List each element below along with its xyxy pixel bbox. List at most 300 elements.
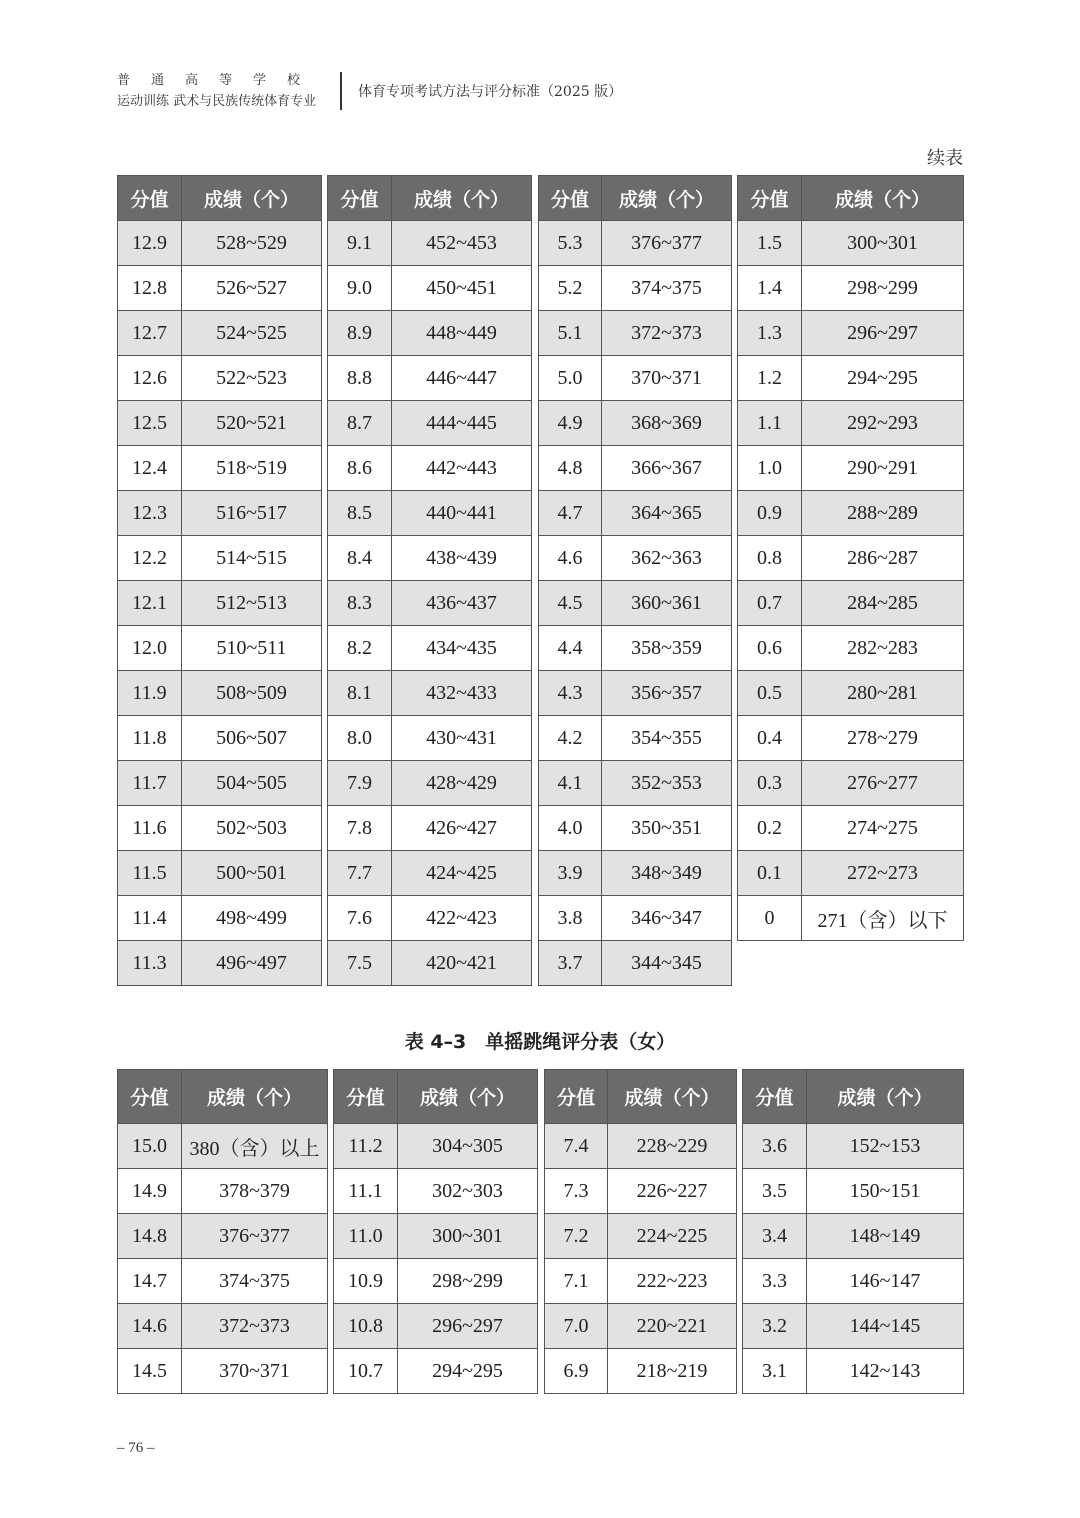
score-cell: 8.2 bbox=[328, 626, 392, 671]
page-number: – 76 – bbox=[117, 1440, 155, 1456]
result-header: 成绩（个） bbox=[398, 1070, 538, 1124]
table-row bbox=[743, 1214, 964, 1259]
result-cell: 368~369 bbox=[602, 401, 732, 446]
score-cell: 8.9 bbox=[328, 311, 392, 356]
score-table-group bbox=[333, 1069, 538, 1394]
result-cell: 294~295 bbox=[802, 356, 964, 401]
score-cell: 0.3 bbox=[738, 761, 802, 806]
table-row bbox=[743, 1169, 964, 1214]
score-cell: 12.6 bbox=[118, 356, 182, 401]
score-cell: 8.7 bbox=[328, 401, 392, 446]
result-cell: 304~305 bbox=[398, 1124, 538, 1169]
result-cell: 271（含）以下 bbox=[802, 896, 964, 941]
table-row bbox=[743, 1349, 964, 1394]
score-cell: 14.6 bbox=[118, 1304, 182, 1349]
table-row bbox=[738, 311, 964, 356]
result-cell: 450~451 bbox=[392, 266, 532, 311]
result-cell: 370~371 bbox=[602, 356, 732, 401]
score-cell: 15.0 bbox=[118, 1124, 182, 1169]
result-cell: 426~427 bbox=[392, 806, 532, 851]
score-cell: 11.8 bbox=[118, 716, 182, 761]
result-header: 成绩（个） bbox=[802, 176, 964, 221]
result-cell: 372~373 bbox=[182, 1304, 328, 1349]
score-cell: 9.1 bbox=[328, 221, 392, 266]
table-row bbox=[328, 221, 532, 266]
score-cell: 4.9 bbox=[539, 401, 602, 446]
result-cell: 152~153 bbox=[807, 1124, 964, 1169]
score-cell: 5.2 bbox=[539, 266, 602, 311]
table-row bbox=[328, 716, 532, 761]
table-row bbox=[738, 446, 964, 491]
result-cell: 502~503 bbox=[182, 806, 322, 851]
table-row bbox=[328, 536, 532, 581]
result-cell: 300~301 bbox=[802, 221, 964, 266]
table-row bbox=[328, 896, 532, 941]
result-cell: 518~519 bbox=[182, 446, 322, 491]
table-row bbox=[738, 626, 964, 671]
result-cell: 350~351 bbox=[602, 806, 732, 851]
result-cell: 364~365 bbox=[602, 491, 732, 536]
score-cell: 1.5 bbox=[738, 221, 802, 266]
result-cell: 500~501 bbox=[182, 851, 322, 896]
result-cell: 528~529 bbox=[182, 221, 322, 266]
table-row bbox=[328, 401, 532, 446]
score-cell: 7.2 bbox=[545, 1214, 608, 1259]
result-cell: 434~435 bbox=[392, 626, 532, 671]
score-cell: 7.3 bbox=[545, 1169, 608, 1214]
table-row bbox=[328, 491, 532, 536]
result-cell: 380（含）以上 bbox=[182, 1124, 328, 1169]
table-row bbox=[118, 1259, 328, 1304]
score-cell: 8.5 bbox=[328, 491, 392, 536]
result-cell: 302~303 bbox=[398, 1169, 538, 1214]
score-table-group bbox=[327, 175, 532, 986]
score-cell: 12.3 bbox=[118, 491, 182, 536]
result-cell: 280~281 bbox=[802, 671, 964, 716]
result-cell: 278~279 bbox=[802, 716, 964, 761]
score-cell: 12.2 bbox=[118, 536, 182, 581]
score-cell: 4.5 bbox=[539, 581, 602, 626]
result-cell: 296~297 bbox=[802, 311, 964, 356]
table-row bbox=[539, 401, 732, 446]
result-cell: 222~223 bbox=[608, 1259, 737, 1304]
table-row bbox=[545, 1214, 737, 1259]
result-cell: 444~445 bbox=[392, 401, 532, 446]
score-table-group bbox=[544, 1069, 737, 1394]
result-cell: 370~371 bbox=[182, 1349, 328, 1394]
table-row bbox=[328, 761, 532, 806]
result-cell: 142~143 bbox=[807, 1349, 964, 1394]
result-cell: 218~219 bbox=[608, 1349, 737, 1394]
score-cell: 3.6 bbox=[743, 1124, 807, 1169]
score-cell: 3.8 bbox=[539, 896, 602, 941]
score-cell: 12.1 bbox=[118, 581, 182, 626]
table-row bbox=[118, 941, 322, 986]
result-cell: 376~377 bbox=[602, 221, 732, 266]
result-cell: 354~355 bbox=[602, 716, 732, 761]
score-cell: 11.7 bbox=[118, 761, 182, 806]
table-row bbox=[738, 266, 964, 311]
result-cell: 290~291 bbox=[802, 446, 964, 491]
score-cell: 5.3 bbox=[539, 221, 602, 266]
score-cell: 12.7 bbox=[118, 311, 182, 356]
result-header: 成绩（个） bbox=[182, 176, 322, 221]
score-cell: 7.4 bbox=[545, 1124, 608, 1169]
score-cell: 1.2 bbox=[738, 356, 802, 401]
table-row bbox=[539, 536, 732, 581]
result-header: 成绩（个） bbox=[392, 176, 532, 221]
running-header-left bbox=[117, 70, 327, 112]
table-row bbox=[118, 536, 322, 581]
score-cell: 9.0 bbox=[328, 266, 392, 311]
result-cell: 510~511 bbox=[182, 626, 322, 671]
continued-label: 续表 bbox=[927, 148, 963, 169]
result-cell: 146~147 bbox=[807, 1259, 964, 1304]
score-cell: 7.7 bbox=[328, 851, 392, 896]
score-cell: 8.4 bbox=[328, 536, 392, 581]
result-cell: 274~275 bbox=[802, 806, 964, 851]
table-row bbox=[545, 1304, 737, 1349]
result-cell: 446~447 bbox=[392, 356, 532, 401]
table-row bbox=[328, 446, 532, 491]
score-table-group bbox=[737, 175, 964, 941]
table-row bbox=[545, 1259, 737, 1304]
result-cell: 348~349 bbox=[602, 851, 732, 896]
table-row bbox=[118, 1304, 328, 1349]
score-header: 分值 bbox=[118, 176, 182, 221]
result-cell: 372~373 bbox=[602, 311, 732, 356]
score-cell: 11.6 bbox=[118, 806, 182, 851]
table-row bbox=[539, 671, 732, 716]
score-cell: 3.2 bbox=[743, 1304, 807, 1349]
result-cell: 452~453 bbox=[392, 221, 532, 266]
table-row bbox=[539, 626, 732, 671]
table-row bbox=[328, 311, 532, 356]
table-row bbox=[118, 806, 322, 851]
table-row bbox=[118, 581, 322, 626]
score-cell: 0.9 bbox=[738, 491, 802, 536]
table-row bbox=[738, 851, 964, 896]
table-row bbox=[118, 896, 322, 941]
running-header-right: 体育专项考试方法与评分标准（2025 版） bbox=[358, 84, 623, 100]
result-cell: 522~523 bbox=[182, 356, 322, 401]
score-cell: 8.3 bbox=[328, 581, 392, 626]
score-cell: 4.1 bbox=[539, 761, 602, 806]
score-header: 分值 bbox=[539, 176, 602, 221]
result-cell: 272~273 bbox=[802, 851, 964, 896]
result-cell: 496~497 bbox=[182, 941, 322, 986]
score-cell: 3.9 bbox=[539, 851, 602, 896]
result-cell: 526~527 bbox=[182, 266, 322, 311]
table-row bbox=[334, 1214, 538, 1259]
result-cell: 300~301 bbox=[398, 1214, 538, 1259]
score-cell: 4.2 bbox=[539, 716, 602, 761]
table-row bbox=[328, 851, 532, 896]
score-cell: 10.7 bbox=[334, 1349, 398, 1394]
result-cell: 424~425 bbox=[392, 851, 532, 896]
score-cell: 0.1 bbox=[738, 851, 802, 896]
result-cell: 524~525 bbox=[182, 311, 322, 356]
result-cell: 276~277 bbox=[802, 761, 964, 806]
score-cell: 14.9 bbox=[118, 1169, 182, 1214]
score-cell: 11.9 bbox=[118, 671, 182, 716]
table-row bbox=[539, 896, 732, 941]
result-cell: 344~345 bbox=[602, 941, 732, 986]
table-row bbox=[539, 266, 732, 311]
result-header: 成绩（个） bbox=[608, 1070, 737, 1124]
score-cell: 1.1 bbox=[738, 401, 802, 446]
score-cell: 8.6 bbox=[328, 446, 392, 491]
score-cell: 6.9 bbox=[545, 1349, 608, 1394]
table-row bbox=[738, 581, 964, 626]
result-cell: 284~285 bbox=[802, 581, 964, 626]
result-cell: 144~145 bbox=[807, 1304, 964, 1349]
table-row bbox=[118, 1169, 328, 1214]
result-cell: 432~433 bbox=[392, 671, 532, 716]
score-cell: 4.7 bbox=[539, 491, 602, 536]
table-row bbox=[328, 626, 532, 671]
score-cell: 4.3 bbox=[539, 671, 602, 716]
result-cell: 362~363 bbox=[602, 536, 732, 581]
result-header: 成绩（个） bbox=[602, 176, 732, 221]
result-cell: 358~359 bbox=[602, 626, 732, 671]
table-row bbox=[118, 626, 322, 671]
score-cell: 4.6 bbox=[539, 536, 602, 581]
score-cell: 11.5 bbox=[118, 851, 182, 896]
table-caption: 表 4–3 单摇跳绳评分表（女） bbox=[404, 1031, 676, 1053]
table-row bbox=[738, 671, 964, 716]
table-row bbox=[334, 1169, 538, 1214]
result-cell: 428~429 bbox=[392, 761, 532, 806]
table-row bbox=[118, 716, 322, 761]
table-row bbox=[328, 266, 532, 311]
table-row bbox=[118, 851, 322, 896]
table-row bbox=[738, 356, 964, 401]
table-row bbox=[539, 851, 732, 896]
table-row bbox=[118, 671, 322, 716]
table-row bbox=[539, 581, 732, 626]
result-cell: 514~515 bbox=[182, 536, 322, 581]
table-row bbox=[539, 806, 732, 851]
header-line-2: 运动训练 武术与民族传统体育专业 bbox=[117, 94, 317, 109]
score-cell: 7.1 bbox=[545, 1259, 608, 1304]
table-row bbox=[738, 806, 964, 851]
result-cell: 420~421 bbox=[392, 941, 532, 986]
score-cell: 0.2 bbox=[738, 806, 802, 851]
table-row bbox=[545, 1169, 737, 1214]
table-row bbox=[118, 311, 322, 356]
table-row bbox=[118, 356, 322, 401]
score-cell: 14.8 bbox=[118, 1214, 182, 1259]
score-cell: 5.1 bbox=[539, 311, 602, 356]
result-cell: 508~509 bbox=[182, 671, 322, 716]
result-cell: 286~287 bbox=[802, 536, 964, 581]
score-cell: 12.5 bbox=[118, 401, 182, 446]
result-header: 成绩（个） bbox=[182, 1070, 328, 1124]
table-row bbox=[738, 761, 964, 806]
result-cell: 422~423 bbox=[392, 896, 532, 941]
score-cell: 11.3 bbox=[118, 941, 182, 986]
table-row bbox=[743, 1124, 964, 1169]
table-row bbox=[118, 401, 322, 446]
result-cell: 228~229 bbox=[608, 1124, 737, 1169]
result-cell: 346~347 bbox=[602, 896, 732, 941]
table-row bbox=[334, 1259, 538, 1304]
result-cell: 288~289 bbox=[802, 491, 964, 536]
score-cell: 12.8 bbox=[118, 266, 182, 311]
table-row bbox=[539, 761, 732, 806]
result-cell: 374~375 bbox=[602, 266, 732, 311]
table-row bbox=[118, 1124, 328, 1169]
score-cell: 11.2 bbox=[334, 1124, 398, 1169]
score-cell: 4.8 bbox=[539, 446, 602, 491]
header-line-1: 普通高等学校 bbox=[117, 73, 322, 88]
score-cell: 5.0 bbox=[539, 356, 602, 401]
result-cell: 436~437 bbox=[392, 581, 532, 626]
table-row bbox=[539, 446, 732, 491]
table-row bbox=[539, 941, 732, 986]
score-table-group bbox=[538, 175, 732, 986]
score-cell: 0.5 bbox=[738, 671, 802, 716]
table-row bbox=[118, 446, 322, 491]
result-cell: 498~499 bbox=[182, 896, 322, 941]
result-cell: 374~375 bbox=[182, 1259, 328, 1304]
score-cell: 12.4 bbox=[118, 446, 182, 491]
score-table-group bbox=[117, 1069, 328, 1394]
table-row bbox=[328, 581, 532, 626]
score-cell: 0.8 bbox=[738, 536, 802, 581]
score-header: 分值 bbox=[334, 1070, 398, 1124]
result-cell: 516~517 bbox=[182, 491, 322, 536]
result-cell: 296~297 bbox=[398, 1304, 538, 1349]
result-cell: 148~149 bbox=[807, 1214, 964, 1259]
table-row bbox=[738, 401, 964, 446]
table-row bbox=[118, 1349, 328, 1394]
table-row bbox=[738, 716, 964, 761]
score-cell: 11.4 bbox=[118, 896, 182, 941]
score-cell: 14.5 bbox=[118, 1349, 182, 1394]
score-cell: 3.3 bbox=[743, 1259, 807, 1304]
table-row bbox=[539, 491, 732, 536]
table-row bbox=[539, 311, 732, 356]
table-row bbox=[539, 221, 732, 266]
score-cell: 7.0 bbox=[545, 1304, 608, 1349]
table-row bbox=[545, 1349, 737, 1394]
score-header: 分值 bbox=[743, 1070, 807, 1124]
score-table-group bbox=[742, 1069, 964, 1394]
score-cell: 7.6 bbox=[328, 896, 392, 941]
score-cell: 4.4 bbox=[539, 626, 602, 671]
score-cell: 4.0 bbox=[539, 806, 602, 851]
table-row bbox=[328, 941, 532, 986]
table-row bbox=[118, 1214, 328, 1259]
result-cell: 520~521 bbox=[182, 401, 322, 446]
result-cell: 448~449 bbox=[392, 311, 532, 356]
table-row bbox=[738, 536, 964, 581]
result-cell: 298~299 bbox=[802, 266, 964, 311]
table-row bbox=[118, 761, 322, 806]
table-row bbox=[334, 1304, 538, 1349]
score-cell: 7.9 bbox=[328, 761, 392, 806]
table-row bbox=[539, 716, 732, 761]
result-cell: 366~367 bbox=[602, 446, 732, 491]
table-row bbox=[743, 1304, 964, 1349]
result-cell: 376~377 bbox=[182, 1214, 328, 1259]
score-cell: 10.8 bbox=[334, 1304, 398, 1349]
table-row bbox=[118, 266, 322, 311]
score-cell: 1.3 bbox=[738, 311, 802, 356]
header-divider bbox=[340, 72, 342, 110]
score-cell: 0.4 bbox=[738, 716, 802, 761]
score-cell: 0 bbox=[738, 896, 802, 941]
table-row bbox=[743, 1259, 964, 1304]
table-row bbox=[328, 671, 532, 716]
table-row bbox=[539, 356, 732, 401]
table-row bbox=[118, 221, 322, 266]
table-row bbox=[328, 356, 532, 401]
score-cell: 1.4 bbox=[738, 266, 802, 311]
table-row bbox=[328, 806, 532, 851]
result-cell: 150~151 bbox=[807, 1169, 964, 1214]
result-cell: 438~439 bbox=[392, 536, 532, 581]
score-header: 分值 bbox=[328, 176, 392, 221]
score-cell: 11.0 bbox=[334, 1214, 398, 1259]
score-cell: 7.5 bbox=[328, 941, 392, 986]
table-row bbox=[738, 491, 964, 536]
result-header: 成绩（个） bbox=[807, 1070, 964, 1124]
result-cell: 512~513 bbox=[182, 581, 322, 626]
score-cell: 0.6 bbox=[738, 626, 802, 671]
result-cell: 430~431 bbox=[392, 716, 532, 761]
result-cell: 282~283 bbox=[802, 626, 964, 671]
result-cell: 352~353 bbox=[602, 761, 732, 806]
score-header: 分值 bbox=[118, 1070, 182, 1124]
score-cell: 3.4 bbox=[743, 1214, 807, 1259]
score-cell: 1.0 bbox=[738, 446, 802, 491]
table-row bbox=[118, 491, 322, 536]
table-row bbox=[334, 1349, 538, 1394]
score-cell: 8.8 bbox=[328, 356, 392, 401]
table-row bbox=[738, 896, 964, 941]
result-cell: 292~293 bbox=[802, 401, 964, 446]
result-cell: 224~225 bbox=[608, 1214, 737, 1259]
score-cell: 7.8 bbox=[328, 806, 392, 851]
score-cell: 10.9 bbox=[334, 1259, 398, 1304]
result-cell: 506~507 bbox=[182, 716, 322, 761]
result-cell: 504~505 bbox=[182, 761, 322, 806]
result-cell: 442~443 bbox=[392, 446, 532, 491]
score-cell: 14.7 bbox=[118, 1259, 182, 1304]
result-cell: 226~227 bbox=[608, 1169, 737, 1214]
table-row bbox=[545, 1124, 737, 1169]
table-row bbox=[334, 1124, 538, 1169]
result-cell: 360~361 bbox=[602, 581, 732, 626]
result-cell: 298~299 bbox=[398, 1259, 538, 1304]
result-cell: 294~295 bbox=[398, 1349, 538, 1394]
score-cell: 0.7 bbox=[738, 581, 802, 626]
score-cell: 3.1 bbox=[743, 1349, 807, 1394]
score-cell: 3.5 bbox=[743, 1169, 807, 1214]
score-table-group bbox=[117, 175, 322, 986]
score-cell: 3.7 bbox=[539, 941, 602, 986]
result-cell: 220~221 bbox=[608, 1304, 737, 1349]
score-cell: 12.9 bbox=[118, 221, 182, 266]
score-cell: 8.0 bbox=[328, 716, 392, 761]
score-cell: 8.1 bbox=[328, 671, 392, 716]
score-header: 分值 bbox=[738, 176, 802, 221]
score-header: 分值 bbox=[545, 1070, 608, 1124]
score-cell: 12.0 bbox=[118, 626, 182, 671]
